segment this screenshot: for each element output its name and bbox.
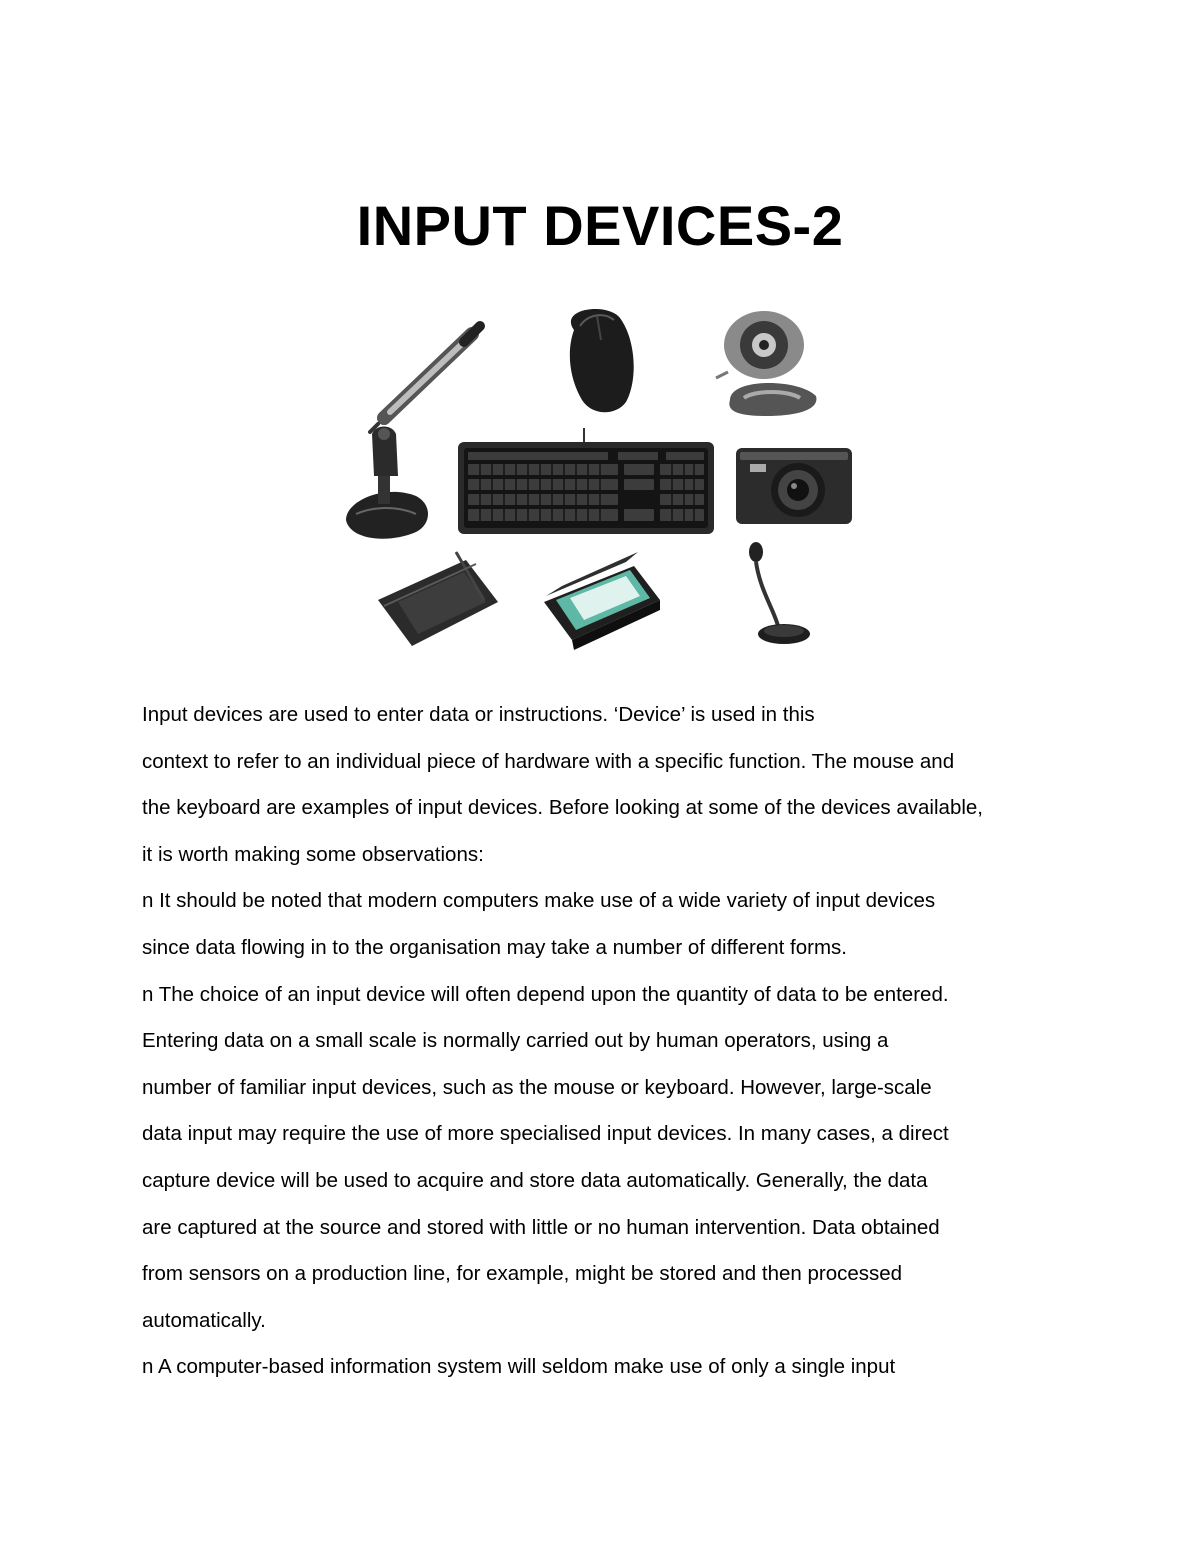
pen-icon [370, 326, 480, 432]
keyboard-icon [458, 428, 714, 534]
paragraph-line: it is worth making some observations: [142, 842, 484, 866]
paragraph-line: capture device will be used to acquire and store data automatically. Generally, the data [142, 1168, 928, 1192]
paragraph-line: n It should be noted that modern computers make use of a wide variety of input devices [142, 889, 936, 913]
paragraph-line: since data flowing in to the organisation may take a number of different forms. [142, 935, 847, 959]
webcam-icon [716, 311, 816, 416]
scanner-icon [544, 552, 660, 650]
paragraph-line: from sensors on a production line, for example, might be stored and then processed [142, 1262, 903, 1286]
paragraph-line: Entering data on a small scale is normally carried out by human operators, using a [142, 1029, 889, 1053]
paragraph-line: context to refer to an individual piece of hardware with a specific function. The mouse and [142, 749, 955, 773]
paragraph-line: are captured at the source and stored with little or no human intervention. Data obtained [142, 1215, 940, 1239]
paragraph-line: data input may require the use of more specialised input devices. In many cases, a direct [142, 1122, 949, 1146]
microphone-icon [749, 542, 810, 644]
joystick-icon [346, 427, 428, 539]
paragraph-line: automatically. [142, 1308, 266, 1332]
mouse-icon [570, 309, 634, 412]
graphics-tablet-icon [378, 552, 498, 646]
paragraph-line: n The choice of an input device will often depend upon the quantity of data to be entered. [142, 982, 949, 1006]
page-title: INPUT DEVICES-2 [356, 193, 844, 257]
digital-camera-icon [736, 448, 852, 524]
body-text [142, 692, 1062, 1391]
input-devices-illustration [326, 300, 866, 670]
paragraph-line: the keyboard are examples of input devices. Before looking at some of the devices available, [142, 796, 983, 820]
paragraph-line: n A computer-based information system will seldom make use of only a single input [142, 1355, 896, 1379]
paragraph-line: Input devices are used to enter data or instructions. ‘Device’ is used in this [142, 703, 815, 726]
paragraph-line: number of familiar input devices, such as the mouse or keyboard. However, large-scale [142, 1075, 932, 1099]
